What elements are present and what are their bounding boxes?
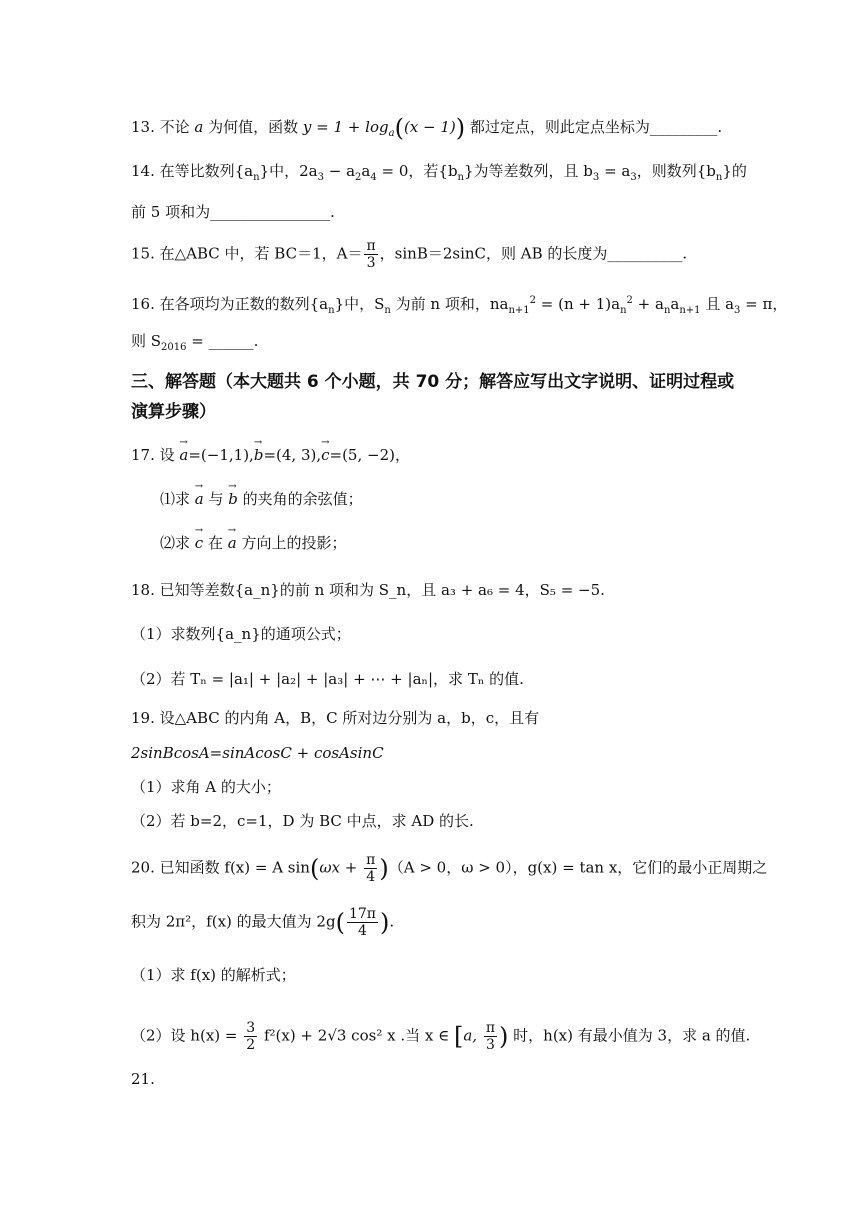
q17-p1-t1: ⑴求 bbox=[160, 490, 195, 508]
q17-p2-vector-c: → c bbox=[195, 532, 203, 554]
q15-text-2: ，sinB＝2sinC，则 AB 的长度为__________. bbox=[379, 244, 688, 263]
q14-s5: n bbox=[457, 172, 464, 183]
q14-t3: − a bbox=[323, 162, 356, 180]
q14-s2: 3 bbox=[317, 172, 324, 183]
q16-p1: 2 bbox=[529, 295, 536, 306]
question-18: 18. 已知等差数{a_n}的前 n 项和为 S_n，且 a₃ + a₆ = 4，S₅ = −5. bbox=[131, 581, 605, 599]
q14-s8: n bbox=[715, 172, 723, 183]
q20-f4-den: 3 bbox=[485, 1037, 495, 1053]
question-14-line-1 bbox=[131, 160, 747, 189]
q20-f2-num: 17π bbox=[348, 906, 376, 922]
q20-fraction-4 bbox=[484, 1020, 497, 1053]
question-16-line-2 bbox=[131, 330, 258, 359]
question-15 bbox=[131, 238, 687, 271]
q20-f2-den: 4 bbox=[358, 923, 367, 939]
q16-s1: n bbox=[328, 305, 335, 316]
question-20-part-2: （2）设 h(x) = $\frac{3}{2}$ f²(x) + 2√3 cos² x .当 x ∈ [a, $\frac{\pi}{3}$ ) 时，h(x) 有最小值为 3，求 a 的值. bbox=[131, 1020, 751, 1053]
q13-function: y = 1 + log bbox=[302, 118, 389, 136]
q14-t2: }中，2a bbox=[259, 162, 318, 180]
q17-p2-t1: ⑵求 bbox=[160, 534, 195, 552]
q20-p2-t2: f²(x) + 2√3 cos² x .当 x ∈ bbox=[259, 1026, 454, 1045]
q16-p2: 2 bbox=[626, 295, 633, 306]
section-heading-line-2: 演算步骤） bbox=[131, 402, 216, 422]
question-19-equation: 2sinBcosA=sinAcosC + cosAsinC bbox=[131, 744, 384, 762]
q16-s7: 3 bbox=[734, 305, 741, 316]
question-17-part-2 bbox=[160, 532, 346, 554]
q16-s2: n bbox=[384, 305, 391, 316]
q14-t9: }的 bbox=[722, 162, 747, 180]
q16-s5: n bbox=[663, 305, 671, 316]
q20-fraction-1 bbox=[364, 852, 377, 885]
question-17-part-1 bbox=[160, 488, 363, 510]
q16-t8: = π， bbox=[740, 295, 788, 313]
q14-s1: n bbox=[253, 172, 260, 183]
q17-t2: =(−1,1), bbox=[188, 446, 254, 464]
q13-number: 13. bbox=[131, 118, 155, 136]
question-20-line-1: 20. 已知函数 f(x) = A sin(ωx + $\frac{\pi}{4}$ )（A > 0，ω > 0），g(x) = tan x，它们的最小正周期之 bbox=[131, 852, 768, 885]
q16-t7: 且 a bbox=[700, 295, 735, 313]
q16-t5: + a bbox=[632, 295, 664, 313]
q14-s3: 2 bbox=[355, 172, 362, 183]
q20-t5: . bbox=[389, 912, 395, 931]
q13-log-base: a bbox=[388, 128, 395, 139]
q13-var-a: a bbox=[194, 118, 204, 136]
question-18-part-2: （2）若 Tₙ = |a₁| + |a₂| + |a₃| + ⋯ + |aₙ|，求 Tₙ 的值. bbox=[131, 670, 524, 688]
q17-t4: =(5, −2)， bbox=[329, 446, 410, 464]
q17-vector-c: → c bbox=[321, 444, 329, 466]
q20-p2-t4: 时，h(x) 有最小值为 3，求 a 的值. bbox=[508, 1026, 751, 1045]
q14-t4: a bbox=[361, 162, 371, 180]
q17-p2-vector-a: → a bbox=[228, 532, 237, 554]
q13-text-3: 都过定点，则此定点坐标为 bbox=[465, 118, 650, 136]
q16-t10: = ______. bbox=[186, 332, 259, 350]
q14-t7: = a bbox=[599, 162, 631, 180]
q14-t6: }为等差数列，且 b bbox=[464, 162, 593, 180]
question-20-part-1: （1）求 f(x) 的解析式； bbox=[131, 966, 296, 984]
q17-p1-vector-b: → b bbox=[228, 488, 238, 510]
q17-t1: 17. 设 bbox=[131, 446, 180, 464]
question-13: 13. 不论 a 为何值，函数 $y = 1 + \log_a((x - 1))$ 都过定点，则此定点坐标为_________. bbox=[131, 114, 723, 142]
q20-p2-t3: a, bbox=[463, 1026, 482, 1045]
q20-t1: 20. 已知函数 f(x) = A sin bbox=[131, 858, 310, 877]
q16-t1: 16. 在各项均为正数的数列{a bbox=[131, 295, 329, 313]
q14-s4: 4 bbox=[370, 172, 377, 183]
q17-p1-t2: 与 bbox=[203, 490, 229, 508]
q20-fraction-2 bbox=[347, 906, 378, 939]
q14-t1: 14. 在等比数列{a bbox=[131, 162, 254, 180]
q20-t4: 积为 2π²，f(x) 的最大值为 2g bbox=[131, 912, 336, 931]
q20-f1-num: π bbox=[366, 852, 376, 868]
q13-text-1: 不论 bbox=[159, 118, 195, 136]
q17-p1-vector-a: → a bbox=[195, 488, 204, 510]
question-19: 19. 设△ABC 的内角 A，B，C 所对边分别为 a，b，c，且有 bbox=[131, 709, 540, 727]
q20-t3: （A > 0，ω > 0），g(x) = tan x，它们的最小正周期之 bbox=[388, 858, 768, 877]
q15-text-1: 15. 在△ABC 中，若 BC＝1，A＝ bbox=[131, 244, 363, 263]
q20-f3-den: 2 bbox=[246, 1037, 256, 1053]
q16-s8: 2016 bbox=[161, 342, 187, 353]
q16-t4: = (n + 1)a bbox=[536, 295, 621, 313]
section-heading-line-1: 三、解答题（本大题共 6 个小题，共 70 分；解答应写出文字说明、证明过程或 bbox=[131, 372, 735, 392]
q14-t5: = 0，若{b bbox=[376, 162, 458, 180]
q16-t9: 则 S bbox=[131, 332, 162, 350]
q13-argument: (x − 1) bbox=[403, 118, 456, 136]
question-16-line-1 bbox=[131, 290, 787, 322]
q17-p2-t2: 在 bbox=[203, 534, 228, 552]
q17-p2-t3: 方向上的投影； bbox=[236, 534, 347, 552]
q17-vector-a: → a bbox=[179, 444, 188, 466]
q16-s3: n+1 bbox=[508, 305, 530, 316]
q15-fraction bbox=[364, 238, 377, 271]
q14-s6: 3 bbox=[592, 172, 600, 183]
question-17 bbox=[131, 444, 410, 466]
q20-f1-den: 4 bbox=[366, 869, 376, 885]
q16-s6: n+1 bbox=[679, 305, 701, 316]
q14-t8: ，则数列{b bbox=[636, 162, 716, 180]
q16-t2: }中，S bbox=[334, 295, 385, 313]
q20-t2: ωx + bbox=[319, 858, 363, 877]
question-20-line-2: 积为 2π²，f(x) 的最大值为 2g( $\frac{17\pi}{4}$ ). bbox=[131, 906, 395, 939]
q17-p1-t3: 的夹角的余弦值； bbox=[237, 490, 363, 508]
q16-s4: n bbox=[620, 305, 627, 316]
q20-fraction-3 bbox=[244, 1020, 257, 1053]
q15-frac-num: π bbox=[366, 238, 376, 254]
q20-p2-t1: （2）设 h(x) = bbox=[131, 1026, 243, 1045]
question-19-part-2: （2）若 b=2，c=1，D 为 BC 中点，求 AD 的长. bbox=[131, 812, 474, 830]
q20-f4-num: π bbox=[485, 1020, 496, 1036]
question-21: 21. bbox=[131, 1070, 155, 1088]
q14-s7: 3 bbox=[630, 172, 637, 183]
question-18-part-1: （1）求数列{a_n}的通项公式； bbox=[131, 625, 351, 643]
q17-t3: =(4, 3), bbox=[263, 446, 322, 464]
q13-blank: _________. bbox=[649, 118, 723, 136]
q16-t3: 为前 n 项和，na bbox=[390, 295, 509, 313]
q15-frac-den: 3 bbox=[366, 255, 376, 271]
question-14-line-2: 前 5 项和为________________. bbox=[131, 203, 335, 221]
q13-text-2: 为何值，函数 bbox=[203, 118, 303, 136]
q20-f3-num: 3 bbox=[246, 1020, 256, 1036]
question-19-part-1: （1）求角 A 的大小； bbox=[131, 778, 281, 796]
q16-t6: a bbox=[670, 295, 680, 313]
q17-vector-b: → b bbox=[254, 444, 264, 466]
